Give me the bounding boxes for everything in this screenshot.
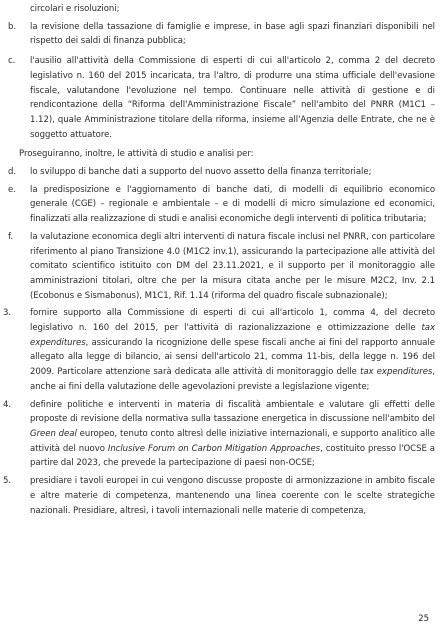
list-item-e	[3, 183, 435, 227]
list-label: 3.	[3, 308, 12, 319]
list-item-f	[3, 230, 435, 304]
paragraph-continuation	[3, 2, 435, 17]
intro-paragraph	[3, 147, 435, 162]
paragraph-text: la revisione della tassazione di famiglie e imprese, in base agli spazi finanziari disponibili nel rispetto dei saldi di finanza pubblica;	[30, 21, 435, 47]
list-label: 5.	[3, 476, 12, 487]
paragraph-text: la predisposizione e l'aggiornamento di banche dati, di modelli di equilibrio economico generale (CGE) – regionale e ambientale – e di modelli di micro simulazione ed economici, finalizzati alla realizzazione di studi e analisi economiche degli interventi di politica tributaria;	[30, 184, 435, 225]
list-item-b	[3, 20, 435, 49]
list-label: f.	[8, 231, 14, 242]
list-label: d.	[8, 167, 17, 178]
numbered-item-4	[3, 398, 435, 472]
paragraph-text: fornire supporto alla Commissione di esperti di cui all'articolo 1, comma 4, del decreto legislativo n. 160 del 2015, per l'attività di razionalizzazione e ottimizzazione delle tax expenditures, assicurando la ricognizione delle spese fiscali anche ai fini del rapporto annuale allegato alla legge di bilancio, ai sensi dell'articolo 21, comma 11-bis, della legge n. 196 del 2009. Particolare attenzione sarà dedicata alle attività di monitoraggio delle tax expenditures, anche ai fini della valutazione delle agevolazioni previste a legislazione vigente;	[30, 308, 436, 392]
list-item-c	[3, 54, 435, 142]
paragraph-text: lo sviluppo di banche dati a supporto del nuovo assetto della finanza territoriale;	[30, 167, 372, 178]
list-label: e.	[8, 184, 16, 195]
paragraph-text: definire politiche e interventi in materia di fiscalità ambientale e valutare gli effetti delle proposte di revisione della normativa sulla tassazione energetica in discussione nell'ambito del Green deal europeo, tenuto conto altresì delle iniziative internazionali, e supporto analitico alle attività del nuovo Inclusive Forum on Carbon Mitigation Approaches, costituito presso l'OCSE a partire dal 2023, che prevede la partecipazione di paesi non-OCSE;	[30, 399, 435, 469]
page-number: 25	[418, 614, 429, 625]
paragraph-text: presidiare i tavoli europei in cui vengono discusse proposte di armonizzazione in ambito fiscale e altre materie di competenza, mantenendo una linea coerente con le scelte strategiche nazionali. Presidiare, altresì, i tavoli internazionali nelle materie di competenza,	[30, 476, 435, 516]
paragraph-text: la valutazione economica degli altri interventi di natura fiscale inclusi nel PNRR, con particolare riferimento al piano Transizione 4.0 (M1C2 inv.1), assicurando la partecipazione alle attività del comitato scientifico istituito con DM del 23.11.2021, e il supporto per il monitoraggio alle amministrazioni titolari, oltre che per la misura citata anche per le misure M2C2, Inv. 2.1 (Ecobonus e Sismabonus), M1C1, Rif. 1.14 (riforma del quadro fiscale subnazionale);	[30, 231, 435, 301]
numbered-item-5	[3, 474, 435, 518]
numbered-item-3	[3, 306, 435, 394]
list-label: b.	[8, 21, 17, 32]
paragraph-text: l'ausilio all'attività della Commissione di esperti di cui all'articolo 2, comma 2 del decreto legislativo n. 160 del 2015 incaricata, tra l'altro, di produrre una stima ufficiale dell'evasione fiscale, valutandone l'evoluzione nel tempo. Continuare nelle attività di gestione e di rendicontazione della “Riforma dell'Amministrazione Fiscale” nell'ambito del PNRR (M1C1 – 1.12), quale Amministrazione titolare della riforma, insieme all'Agenzia delle Entrate, che ne è soggetto attuatore.	[30, 56, 435, 140]
list-label: c.	[8, 56, 16, 67]
list-label: 4.	[3, 399, 12, 410]
list-item-d	[3, 165, 435, 180]
paragraph-text: Proseguiranno, inoltre, le attività di studio e analisi per:	[19, 149, 254, 160]
paragraph-text: circolari e risoluzioni;	[30, 4, 120, 14]
